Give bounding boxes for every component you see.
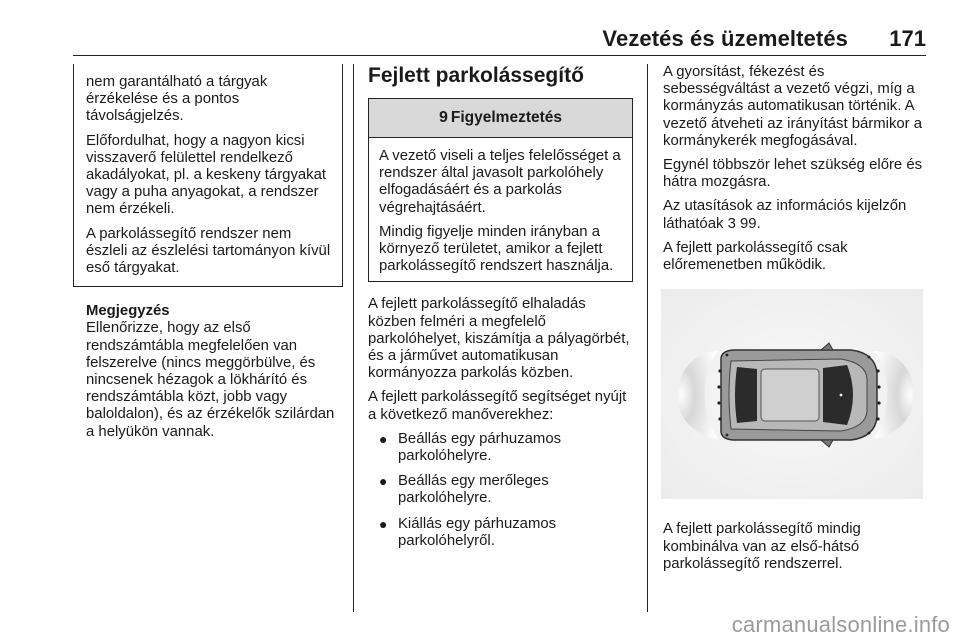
warning-box [368,98,633,282]
page-header [0,0,960,60]
warning-header [369,99,632,138]
list-item [368,473,633,507]
list-item-text: Beállás egy merőleges parkolóhelyre. [398,473,549,507]
bullet-icon: ● [379,473,388,490]
body-paragraph [663,198,928,232]
page-ref-icon: 3 [727,215,736,232]
section-title: Fejlett parkolássegítő [368,64,584,87]
body-paragraph: A fejlett parkolássegítő elhaladás közben felméri a megfelelő parkolóhelyet, kiszámítja a pályagörbét, és a járművet automatikusan kormányozza parkolás közben. [368,296,630,382]
list-item-text: Beállás egy párhuzamos parkolóhelyre. [398,430,562,465]
column-2 [368,64,633,558]
watermark: carmanualsonline.info [731,612,950,637]
warning-continuation-box [73,64,343,287]
column-1 [73,64,343,441]
ref-text: Az utasítások az információs kijelzőn láthatóak [663,198,907,232]
list-item [368,431,633,465]
body-paragraph: A fejlett parkolássegítő mindig kombinálva van az első-hátsó parkolássegítő rendszerrel. [663,521,861,572]
maneuver-list [368,431,633,550]
box-paragraph: Előfordulhat, hogy a nagyon kicsi visszaverő felülettel rendelkező akadályokat, pl. a keskeny tárgyakat vagy a puha anyagokat, a rendszer nem érzékeli. [86,132,327,218]
box-paragraph: A parkolássegítő rendszer nem észleli az észlelési tartományon kívül eső tárgyakat. [86,225,331,277]
column-divider-2 [647,64,648,612]
list-item [368,516,633,550]
body-paragraph: A fejlett parkolássegítő csak előremenetben működik. [663,239,848,274]
list-item-text: Kiállás egy párhuzamos parkolóhelyről. [398,515,557,549]
warning-paragraph: Mindig figyelje minden irányban a környező területet, amikor a fejlett parkolássegítő rendszert használja. [379,223,614,275]
column-divider-1 [353,64,354,612]
warning-title: Figyelmeztetés [450,109,563,127]
bullet-icon: ● [379,430,388,447]
car-top-view [721,343,877,447]
body-paragraph: A gyorsítást, fékezést és sebességváltást a vezető végzi, míg a kormányzás automatikusan történik. A vezető átveheti az irányítást bármikor a kormánykerék megfogásával. [663,64,923,149]
body-paragraph: A fejlett parkolássegítő segítséget nyújt a következő manőverekhez: [368,389,627,423]
note-title: Megjegyzés [86,303,170,320]
box-paragraph: nem garantálható a tárgyak érzékelése és a pontos távolságjelzés. [86,74,268,125]
warning-icon: 9 [438,109,448,127]
warning-body [369,138,632,281]
note-text: Ellenőrizze, hogy az első rendszámtábla megfelelően van felszerelve (nincs meggörbülve, és nincsenek hézagok a lökhárító és rendszámtábla közt, jobb vagy baloldalon), és az érzékelők szilárdan a helyükön vannak. [86,320,335,440]
header-title: Vezetés és üzemeltetés [602,26,848,51]
page-ref: 99. [740,215,761,232]
note-block [73,303,343,441]
warning-paragraph: A vezető viseli a teljes felelősséget a rendszer által javasolt parkolóhely elfogadásáért és a parkolás végrehajtásáért. [379,148,621,216]
page-number: 171 [889,26,926,51]
parking-sensor-illustration [661,289,923,499]
body-paragraph: Egynél többször lehet szükség előre és hátra mozgásra. [663,157,923,191]
bullet-icon: ● [379,515,388,532]
header-rule [73,55,926,56]
column-3 [663,64,928,580]
